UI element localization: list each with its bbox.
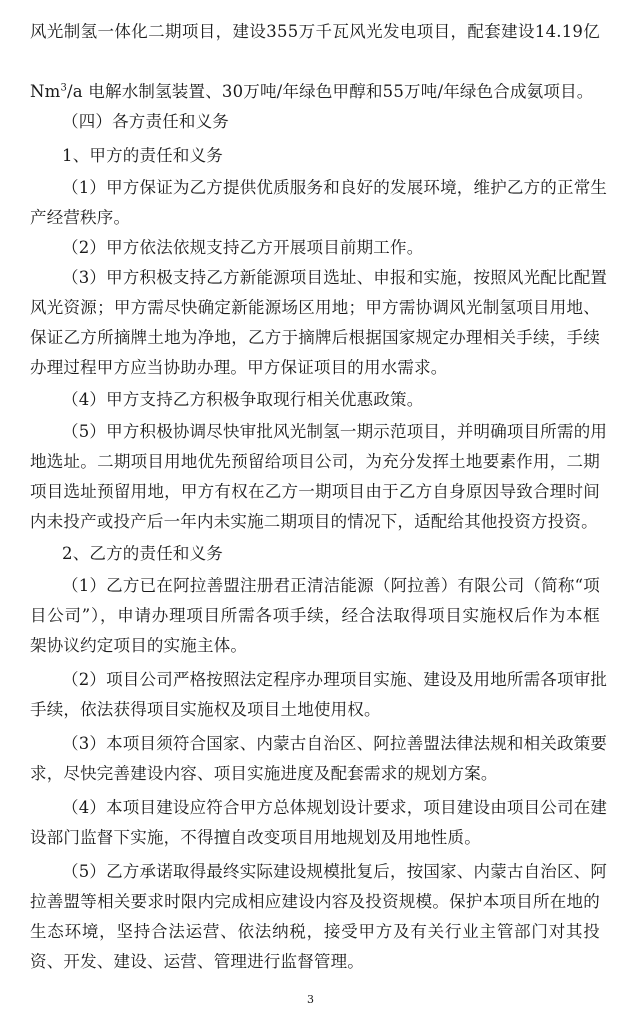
paragraph-line: 手续，依法获得项目实施权及项目土地使用权。 — [30, 700, 381, 719]
paragraph-line: 求，尽快完善建设内容、项目实施进度及配套需求的规划方案。 — [30, 764, 498, 783]
paragraph-text: /a 电解水制氢装置、30万吨/年绿色甲醇和55万吨/年绿色合成氨项目。 — [67, 82, 594, 101]
unit-text: Nm — [30, 82, 61, 101]
paragraph-line: （2）项目公司严格按照法定程序办理项目实施、建设及用地所需各项审批 — [62, 670, 608, 689]
subsection-heading: 1、甲方的责任和义务 — [62, 146, 223, 165]
paragraph-line: 资、开发、建设、运营、管理进行监督管理。 — [30, 952, 364, 971]
paragraph-line: 设部门监督下实施，不得擅自改变项目用地规划及用地性质。 — [30, 828, 481, 847]
unit-superscript: 3 — [60, 82, 68, 94]
paragraph-line: 地选址。二期项目用地优先预留给项目公司，为充分发挥土地要素作用，二期 — [30, 452, 600, 471]
paragraph-line: 内未投产或投产后一年内未实施二期项目的情况下，适配给其他投资方投资。 — [30, 512, 598, 531]
paragraph-line: （3）本项目须符合国家、内蒙古自治区、阿拉善盟法律法规和相关政策要 — [62, 734, 608, 753]
paragraph-line: （4）甲方支持乙方积极争取现行相关优惠政策。 — [62, 390, 424, 409]
paragraph-line: （5）甲方积极协调尽快审批风光制氢一期示范项目，并明确项目所需的用 — [62, 422, 608, 441]
paragraph-line: 风光资源；甲方需尽快确定新能源场区用地；甲方需协调风光制氢项目用地、 — [30, 298, 600, 317]
paragraph-line — [30, 80, 600, 104]
paragraph-line: 保证乙方所摘牌土地为净地，乙方于摘牌后根据国家规定办理相关手续，手续 — [30, 328, 600, 347]
paragraph-line: （1）乙方已在阿拉善盟注册君正清洁能源（阿拉善）有限公司（简称“项 — [62, 576, 600, 595]
paragraph-line: （3）甲方积极支持乙方新能源项目选址、申报和实施，按照风光配比配置 — [62, 268, 608, 287]
paragraph-line: 产经营秩序。 — [30, 208, 131, 227]
paragraph-line: 架协议约定项目的实施主体。 — [30, 636, 248, 655]
section-heading: （四）各方责任和义务 — [62, 112, 229, 131]
paragraph-line: （2）甲方依法依规支持乙方开展项目前期工作。 — [62, 238, 424, 257]
paragraph-line: （5）乙方承诺取得最终实际建设规模批复后，按国家、内蒙古自治区、阿 — [62, 862, 608, 881]
paragraph-line: 生态环境，坚持合法运营、依法纳税，接受甲方及有关行业主管部门对其投 — [30, 922, 600, 941]
paragraph-line: 目公司”），申请办理项目所需各项手续，经合法取得项目实施权后作为本框 — [30, 606, 600, 625]
paragraph-line: 风光制氢一体化二期项目，建设355万千瓦风光发电项目，配套建设14.19亿 — [30, 22, 600, 41]
paragraph-line: 拉善盟等相关要求时限内完成相应建设内容及投资规模。保护本项目所在地的 — [30, 892, 600, 911]
paragraph-line: 办理过程甲方应当协助办理。甲方保证项目的用水需求。 — [30, 358, 448, 377]
page-number: 3 — [307, 993, 314, 1006]
paragraph-line: （1）甲方保证为乙方提供优质服务和良好的发展环境，维护乙方的正常生 — [62, 178, 608, 197]
subsection-heading: 2、乙方的责任和义务 — [62, 544, 223, 563]
paragraph-line: （4）本项目建设应符合甲方总体规划设计要求，项目建设由项目公司在建 — [62, 798, 608, 817]
paragraph-line: 项目选址预留用地，甲方有权在乙方一期项目由于乙方自身原因导致合理时间 — [30, 482, 600, 501]
